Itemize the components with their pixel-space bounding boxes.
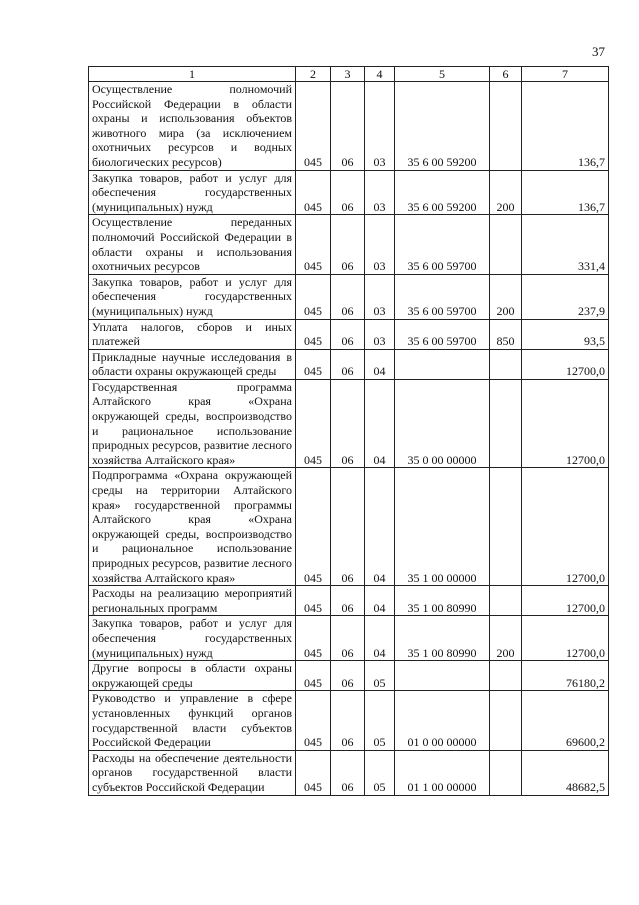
cell-expense-type (490, 468, 522, 586)
cell-subsection: 03 (365, 274, 395, 319)
cell-section: 06 (331, 750, 365, 795)
cell-chapter: 045 (296, 586, 331, 616)
cell-subsection: 03 (365, 82, 395, 171)
cell-subsection: 03 (365, 319, 395, 349)
cell-chapter: 045 (296, 215, 331, 274)
cell-chapter: 045 (296, 349, 331, 379)
cell-section: 06 (331, 586, 365, 616)
column-header: 6 (490, 67, 522, 82)
cell-chapter: 045 (296, 616, 331, 661)
cell-amount: 12700,0 (522, 616, 609, 661)
budget-table (88, 66, 609, 796)
cell-section: 06 (331, 349, 365, 379)
cell-name: Другие вопросы в области охраны окружающей среды (89, 661, 296, 691)
cell-name: Осуществление полномочий Российской Федерации в области охраны и использования объектов животного мира (за исключением охотничьих ресурсов и водных биологических ресурсов) (89, 82, 296, 171)
column-header: 7 (522, 67, 609, 82)
cell-amount: 136,7 (522, 170, 609, 215)
cell-chapter: 045 (296, 319, 331, 349)
cell-subsection: 05 (365, 691, 395, 750)
cell-chapter: 045 (296, 82, 331, 171)
table-row (89, 661, 609, 691)
table-row (89, 379, 609, 468)
cell-amount: 12700,0 (522, 468, 609, 586)
cell-amount: 136,7 (522, 82, 609, 171)
cell-chapter: 045 (296, 661, 331, 691)
table-row (89, 215, 609, 274)
cell-target-article: 35 0 00 00000 (395, 379, 490, 468)
cell-chapter: 045 (296, 750, 331, 795)
cell-amount: 12700,0 (522, 349, 609, 379)
cell-amount: 69600,2 (522, 691, 609, 750)
column-header: 3 (331, 67, 365, 82)
cell-subsection: 04 (365, 349, 395, 379)
cell-target-article (395, 349, 490, 379)
cell-subsection: 04 (365, 586, 395, 616)
column-header: 1 (89, 67, 296, 82)
cell-amount: 93,5 (522, 319, 609, 349)
cell-subsection: 05 (365, 750, 395, 795)
cell-target-article (395, 661, 490, 691)
table-row (89, 616, 609, 661)
cell-amount: 76180,2 (522, 661, 609, 691)
cell-section: 06 (331, 82, 365, 171)
cell-expense-type: 200 (490, 170, 522, 215)
cell-chapter: 045 (296, 274, 331, 319)
cell-target-article: 35 6 00 59700 (395, 319, 490, 349)
cell-target-article: 35 6 00 59700 (395, 215, 490, 274)
cell-section: 06 (331, 661, 365, 691)
cell-chapter: 045 (296, 379, 331, 468)
cell-target-article: 35 1 00 80990 (395, 586, 490, 616)
cell-target-article: 35 6 00 59200 (395, 170, 490, 215)
cell-chapter: 045 (296, 468, 331, 586)
cell-target-article: 01 0 00 00000 (395, 691, 490, 750)
cell-name: Закупка товаров, работ и услуг для обеспечения государственных (муниципальных) нужд (89, 274, 296, 319)
cell-expense-type (490, 586, 522, 616)
table-body (89, 82, 609, 796)
table-row (89, 82, 609, 171)
column-header: 2 (296, 67, 331, 82)
table-row (89, 349, 609, 379)
cell-name: Расходы на обеспечение деятельности органов государственной власти субъектов Российской Федерации (89, 750, 296, 795)
cell-expense-type: 200 (490, 616, 522, 661)
cell-amount: 48682,5 (522, 750, 609, 795)
table-row (89, 586, 609, 616)
cell-target-article: 35 6 00 59200 (395, 82, 490, 171)
cell-amount: 12700,0 (522, 379, 609, 468)
cell-section: 06 (331, 319, 365, 349)
cell-subsection: 04 (365, 616, 395, 661)
cell-name: Закупка товаров, работ и услуг для обеспечения государственных (муниципальных) нужд (89, 170, 296, 215)
cell-name: Руководство и управление в сфере установленных функций органов государственной власти субъектов Российской Федерации (89, 691, 296, 750)
cell-expense-type (490, 379, 522, 468)
cell-chapter: 045 (296, 691, 331, 750)
table-row (89, 274, 609, 319)
table-row (89, 691, 609, 750)
cell-subsection: 04 (365, 468, 395, 586)
cell-expense-type (490, 691, 522, 750)
cell-expense-type (490, 215, 522, 274)
cell-section: 06 (331, 379, 365, 468)
cell-section: 06 (331, 616, 365, 661)
cell-name: Прикладные научные исследования в области охраны окружающей среды (89, 349, 296, 379)
cell-section: 06 (331, 170, 365, 215)
cell-expense-type (490, 661, 522, 691)
cell-section: 06 (331, 691, 365, 750)
cell-amount: 237,9 (522, 274, 609, 319)
table-row (89, 319, 609, 349)
cell-amount: 331,4 (522, 215, 609, 274)
cell-expense-type: 850 (490, 319, 522, 349)
cell-name: Уплата налогов, сборов и иных платежей (89, 319, 296, 349)
cell-target-article: 35 1 00 80990 (395, 616, 490, 661)
cell-chapter: 045 (296, 170, 331, 215)
table-row (89, 750, 609, 795)
cell-name: Осуществление переданных полномочий Российской Федерации в области охраны и использования охотничьих ресурсов (89, 215, 296, 274)
column-header: 5 (395, 67, 490, 82)
cell-expense-type: 200 (490, 274, 522, 319)
cell-subsection: 05 (365, 661, 395, 691)
cell-section: 06 (331, 215, 365, 274)
cell-target-article: 35 1 00 00000 (395, 468, 490, 586)
column-header: 4 (365, 67, 395, 82)
cell-expense-type (490, 349, 522, 379)
cell-target-article: 35 6 00 59700 (395, 274, 490, 319)
cell-name: Государственная программа Алтайского края «Охрана окружающей среды, воспроизводство и рациональное использование природных ресурсов, развитие лесного хозяйства Алтайского края» (89, 379, 296, 468)
cell-section: 06 (331, 468, 365, 586)
cell-expense-type (490, 82, 522, 171)
cell-section: 06 (331, 274, 365, 319)
cell-amount: 12700,0 (522, 586, 609, 616)
cell-subsection: 04 (365, 379, 395, 468)
table-row (89, 468, 609, 586)
cell-expense-type (490, 750, 522, 795)
table-header-row (89, 67, 609, 82)
table-row (89, 170, 609, 215)
cell-subsection: 03 (365, 215, 395, 274)
cell-name: Закупка товаров, работ и услуг для обеспечения государственных (муниципальных) нужд (89, 616, 296, 661)
cell-name: Подпрограмма «Охрана окружающей среды на территории Алтайского края» государственной программы Алтайского края «Охрана окружающей среды, воспроизводство и рациональное использование природных ресурсов, развитие лесного хозяйства Алтайского края» (89, 468, 296, 586)
cell-target-article: 01 1 00 00000 (395, 750, 490, 795)
cell-subsection: 03 (365, 170, 395, 215)
cell-name: Расходы на реализацию мероприятий региональных программ (89, 586, 296, 616)
page-number: 37 (592, 44, 605, 59)
